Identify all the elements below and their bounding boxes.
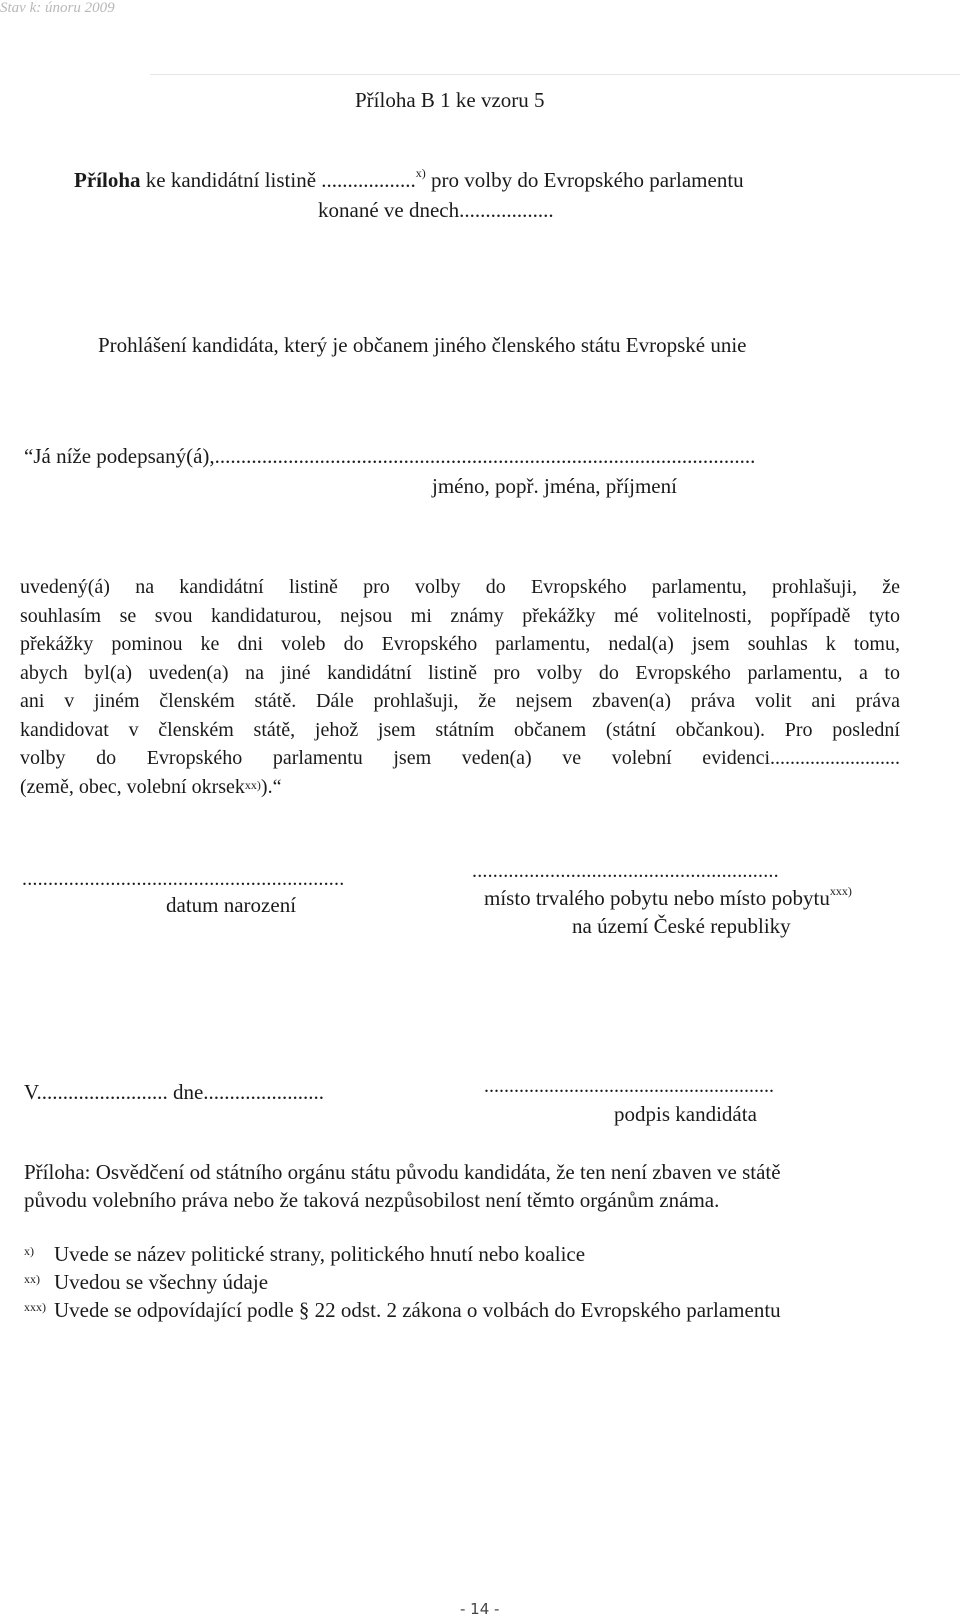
page-number: - 14 -: [460, 1600, 500, 1618]
footnote-text: Uvede se odpovídající podle § 22 odst. 2 zákona o volbách do Evropského parlamentu: [54, 1298, 781, 1322]
body-line: ani v jiném členském státě. Dále prohlašuji, že nejsem zbaven(a) práva volit ani práva: [20, 690, 900, 712]
residence-label: [484, 886, 852, 911]
body-line: volby do Evropského parlamentu jsem veden(a) ve volební evidenci..........................: [20, 747, 900, 769]
intro-line: “Já níže podepsaný(á),.......................................................................................................: [24, 444, 756, 468]
signature-label: podpis kandidáta: [614, 1102, 757, 1126]
birth-date-label: datum narození: [166, 893, 297, 917]
footnote-1: [24, 1242, 585, 1267]
birth-date-dots: ..............................................................: [22, 868, 345, 890]
footnote-ref-x: x): [415, 166, 426, 180]
body-last-line-text: (země, obec, volební okrsek: [20, 775, 245, 798]
footnote-text: Uvede se název politické strany, politického hnutí nebo koalice: [54, 1242, 586, 1266]
annex-title: Příloha B 1 ke vzoru 5: [355, 88, 545, 112]
footnote-ref-xxx: xxx): [829, 884, 852, 898]
declaration-title: Prohlášení kandidáta, který je občanem jiného členského státu Evropské unie: [98, 333, 747, 357]
residence-label-text: místo trvalého pobytu nebo místo pobytu: [484, 886, 830, 910]
place-date-line: V......................... dne.......................: [24, 1080, 325, 1104]
header-rule: [150, 74, 960, 75]
footnote-ref-xx: xx): [244, 777, 261, 792]
footnote-mark: x): [24, 1244, 34, 1258]
body-last-line: [20, 773, 900, 802]
footnote-2: [24, 1270, 268, 1295]
residence-dots: ...........................................................: [472, 860, 779, 882]
running-header: Stav k: únoru 2009: [0, 0, 115, 16]
declaration-body: [20, 573, 900, 801]
heading-line-2: konané ve dnech..................: [318, 198, 554, 222]
footnote-mark: xxx): [24, 1300, 46, 1314]
heading-line-1-tail: pro volby do Evropského parlamentu: [425, 168, 744, 192]
heading-line-1-rest: ke kandidátní listině ..................: [140, 168, 416, 192]
name-caption: jméno, popř. jména, příjmení: [432, 474, 677, 498]
footnote-3: [24, 1298, 781, 1323]
body-line: souhlasím se svou kandidaturou, nejsou mi známy překážky mé volitelnosti, popřípadě tyto: [20, 604, 900, 627]
attachment-line: Příloha: Osvědčení od státního orgánu státu původu kandidáta, že ten není zbaven ve státě: [24, 1160, 781, 1184]
heading-line-1: [74, 168, 744, 193]
footnote-mark: xx): [24, 1272, 40, 1286]
attachment-note: [24, 1158, 914, 1214]
footnote-text: Uvedou se všechny údaje: [54, 1270, 269, 1294]
heading-bold-word: Příloha: [74, 168, 141, 192]
body-line: kandidovat v členském státě, jehož jsem státním občanem (státní občankou). Pro poslední: [20, 718, 900, 741]
body-line: překážky pominou ke dni voleb do Evropského parlamentu, nedal(a) jsem souhlas k tomu,: [20, 633, 900, 655]
body-line: uvedený(á) na kandidátní listině pro volby do Evropského parlamentu, prohlašuji, že: [20, 576, 900, 598]
signature-dots: ..........................................................: [484, 1075, 774, 1097]
attachment-line: původu volebního práva nebo že taková nezpůsobilost není těmto orgánům známa.: [24, 1188, 720, 1212]
body-last-line-tail: ).“: [260, 775, 282, 798]
body-line: abych byl(a) uveden(a) na jiné kandidátní listině pro volby do Evropského parlamentu, a to: [20, 661, 900, 684]
residence-label-line-2: na území České republiky: [572, 914, 791, 938]
